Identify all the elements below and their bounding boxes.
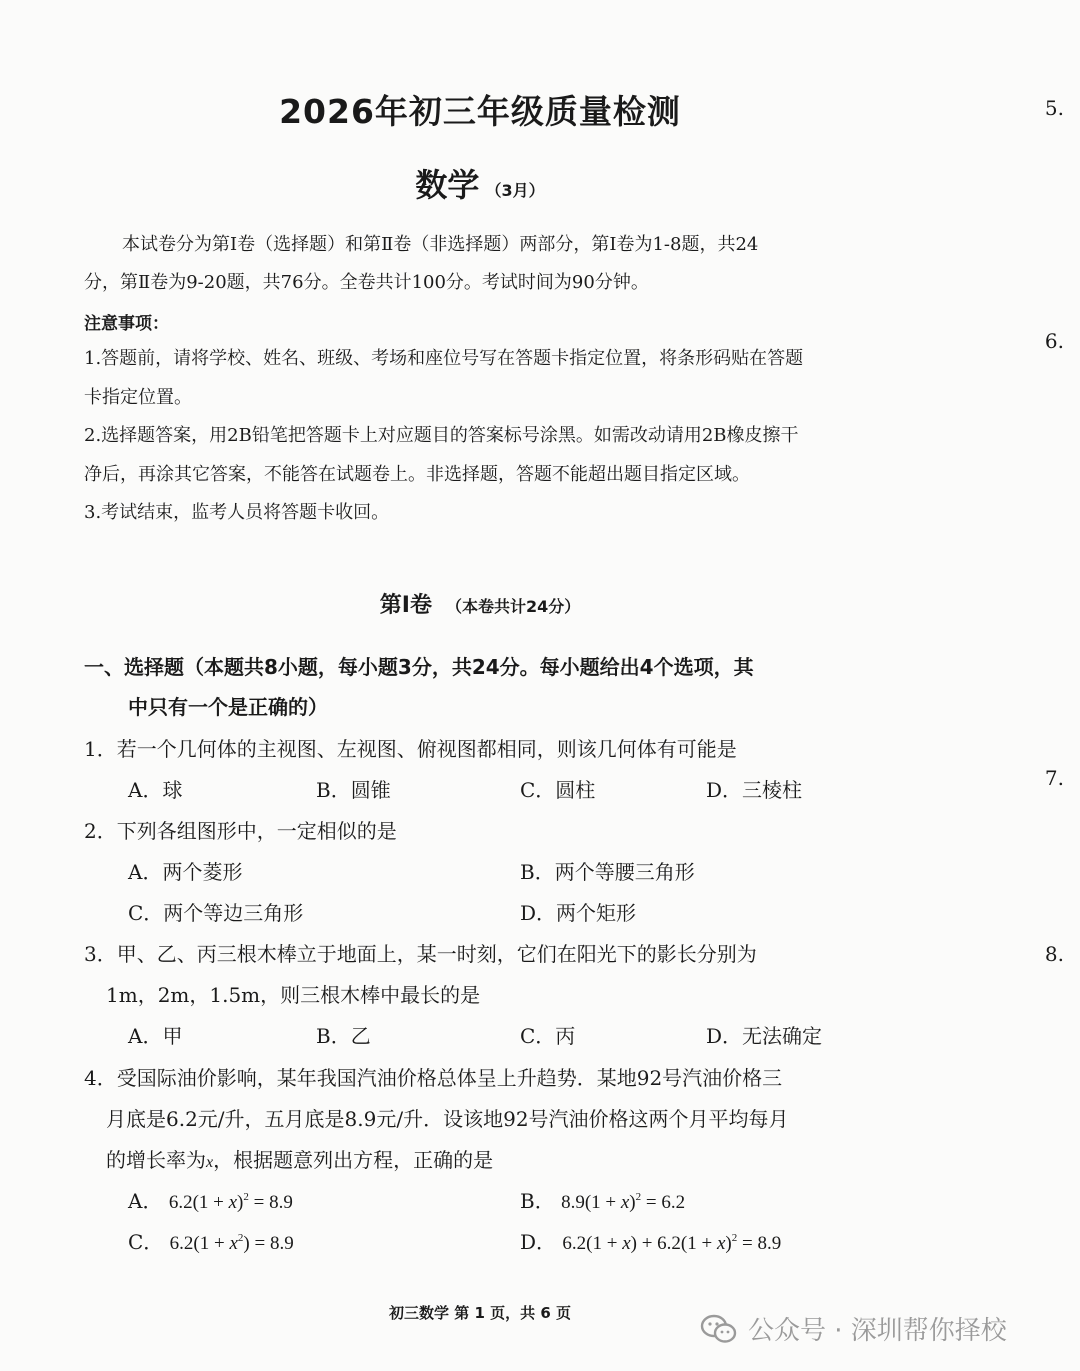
q1-option-a: A．球 (128, 778, 183, 802)
q1-option-b: B．圆锥 (316, 778, 391, 802)
q4-option-b-equation: $8.9(1 + x)^2 = 6.2$ (561, 1191, 686, 1213)
intro-line-1: 本试卷分为第Ⅰ卷（选择题）和第Ⅱ卷（非选择题）两部分，第Ⅰ卷为1-8题，共24 (122, 234, 759, 255)
q1-stem: 1．若一个几何体的主视图、左视图、俯视图都相同，则该几何体有可能是 (84, 737, 737, 761)
subject-month: （3月） (485, 181, 545, 200)
subject-name: 数学 (415, 166, 480, 204)
q1-option-c: C．圆柱 (520, 778, 596, 802)
volume-title (0, 588, 960, 619)
q4-stem-text-b: ，根据题意列出方程，正确的是 (213, 1148, 494, 1172)
q4-variable-x: x (206, 1154, 214, 1171)
q3-option-c: C．丙 (520, 1024, 576, 1048)
q4-option-a (128, 1185, 293, 1214)
watermark-text: 公众号 · 深圳帮你择校 (748, 1316, 1007, 1346)
q4-option-d-equation: $6.2(1 + x) + 6.2(1 + x)^2 = 8.9$ (562, 1232, 782, 1254)
q2-option-b: B．两个等腰三角形 (520, 860, 695, 884)
notice-line-3: 2.选择题答案，用2B铅笔把答题卡上对应题目的答案标号涂黑。如需改动请用2B橡皮擦干 (84, 425, 799, 446)
q2-option-a: A．两个菱形 (128, 860, 243, 884)
next-page-q8-number: 8. (1044, 942, 1064, 966)
notice-line-1: 1.答题前，请将学校、姓名、班级、考场和座位号写在答题卡指定位置，将条形码贴在答题 (84, 348, 804, 369)
q2-option-c: C．两个等边三角形 (128, 901, 304, 925)
volume-name: 第Ⅰ卷 (379, 593, 432, 618)
exam-title: 2026年初三年级质量检测 (279, 92, 681, 131)
q4-option-b-label: B． (520, 1189, 555, 1213)
q3-option-d: D．无法确定 (706, 1024, 823, 1048)
q4-option-a-equation: $6.2(1 + x)^2 = 8.9$ (168, 1191, 293, 1213)
q3-option-b: B．乙 (316, 1024, 371, 1048)
wechat-icon (700, 1313, 738, 1345)
q4-stem-line-1: 4．受国际油价影响，某年我国汽油价格总体呈上升趋势．某地92号汽油价格三 (84, 1066, 783, 1090)
section-heading-line-1: 一、选择题（本题共8小题，每小题3分，共24分。每小题给出4个选项，其 (84, 655, 754, 679)
q4-stem-line-3 (106, 1144, 493, 1173)
q4-option-c (128, 1226, 294, 1255)
next-page-q6-number: 6. (1044, 329, 1064, 353)
q3-stem-line-2: 1m，2m，1.5m，则三根木棒中最长的是 (106, 983, 481, 1007)
q3-option-a: A．甲 (128, 1024, 183, 1048)
notice-line-5: 3.考试结束，监考人员将答题卡收回。 (84, 502, 390, 523)
section-heading-line-2: 中只有一个是正确的） (128, 695, 328, 719)
q4-option-c-equation: $6.2(1 + x^2) = 8.9$ (169, 1232, 294, 1254)
q2-stem: 2．下列各组图形中，一定相似的是 (84, 819, 397, 843)
volume-note: （本卷共计24分） (445, 597, 581, 616)
q2-option-d: D．两个矩形 (520, 901, 637, 925)
page-footer: 初三数学 第 1 页，共 6 页 (389, 1304, 571, 1322)
wechat-watermark (700, 1310, 1007, 1347)
q4-option-a-label: A． (128, 1189, 163, 1213)
intro-line-2: 分，第Ⅱ卷为9-20题，共76分。全卷共计100分。考试时间为90分钟。 (84, 272, 649, 293)
q4-option-b (520, 1185, 685, 1214)
notice-heading: 注意事项： (84, 314, 169, 334)
q3-stem-line-1: 3．甲、乙、丙三根木棒立于地面上，某一时刻，它们在阳光下的影长分别为 (84, 942, 757, 966)
next-page-q7-number: 7. (1044, 766, 1064, 790)
q4-stem-line-2: 月底是6.2元/升，五月底是8.9元/升．设该地92号汽油价格这两个月平均每月 (106, 1107, 789, 1131)
q4-option-c-label: C． (128, 1230, 164, 1254)
q4-option-d-label: D． (520, 1230, 557, 1254)
notice-line-4: 净后，再涂其它答案，不能答在试题卷上。非选择题，答题不能超出题目指定区域。 (84, 464, 750, 485)
q4-option-d (520, 1226, 781, 1255)
next-page-q5-number: 5. (1044, 96, 1064, 120)
notice-line-2: 卡指定位置。 (84, 387, 192, 408)
exam-subject (0, 160, 960, 206)
q1-option-d: D．三棱柱 (706, 778, 803, 802)
q4-stem-text-a: 的增长率为 (106, 1148, 206, 1172)
